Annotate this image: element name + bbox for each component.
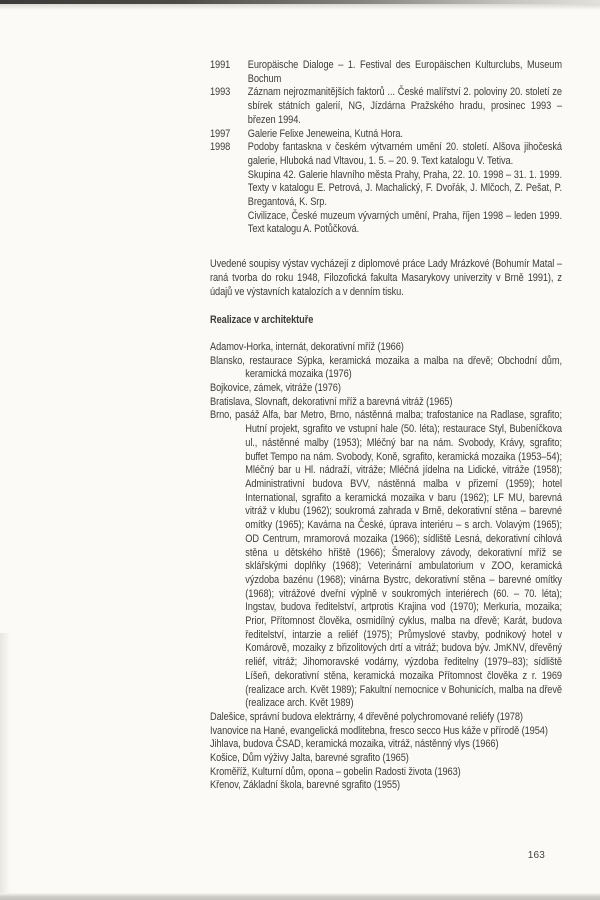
list-item: Ivanovice na Hané, evangelická modlitebna, fresco secco Hus káže v přírodě (1954) — [210, 724, 548, 737]
entry-paragraph: Skupina 42. Galerie hlavního města Prahy, Praha, 22. 10. 1998 – 31. 1. 1999. Texty v katalogu E. Petrová, J. Machalický, F. Dvořák, J. Mlčoch, Z. Pešat, P. Bregantová, K. Srp. — [247, 168, 562, 209]
list-item: Adamov-Horka, internát, dekorativní mříž (1966) — [210, 340, 404, 353]
list-item: Jihlava, budova ČSAD, keramická mozaika, vitráž, nástěnný vlys (1966) — [210, 738, 499, 751]
entry-text — [248, 86, 562, 127]
exhibition-entry-1998 — [210, 141, 562, 237]
exhibition-year-list — [210, 59, 562, 237]
scan-left-shadow — [0, 633, 10, 893]
exhibition-entry-1993 — [210, 86, 562, 127]
exhibition-entry-1991 — [210, 59, 562, 86]
architecture-list — [210, 341, 562, 793]
entry-year: 1993 — [210, 86, 231, 99]
list-item: Dalešice, správní budova elektrárny, 4 dřevěné polychromované reliéfy (1978) — [210, 710, 523, 723]
list-item: Bratislava, Slovnaft, dekorativní mříž a barevná vitráž (1965) — [210, 395, 453, 408]
list-item: Bojkovice, zámek, vitráže (1976) — [210, 382, 341, 395]
scan-top-edge-fade — [0, 4, 600, 10]
page-number: 163 — [527, 850, 545, 861]
list-item: Křenov, Základní škola, barevné sgrafito (1955) — [210, 779, 401, 792]
list-item: Brno, pasáž Alfa, bar Metro, Brno, nástěnná malba; trafostanice na Radlase, sgrafito; Hutní projekt, sgrafito ve vstupní hale (50. léta); restaurace Styl, Bubeníčkova ul., nástěnné malby (1953); Mléčný bar na nám. Svobody, Krávy, sgrafito; buffet Tempo na nám. Svobody, Koně, sgrafito, keramická mozaika (1953–54); Mléčný bar u Hl. nádraží, vitráže; Mléčná jídelna na Lidické, vitráže (1958); Administrativní budova BVV, nástěnná malba v přizemí (1959); hotel International, sgrafito a keramická mozaika v baru (1962); LF MU, barevná vitráž v klubu (1962); soukromá zahrada v Brně, dekorativní stěna – barevné omítky (1965); Kavárna na České, úprava interiéru – s arch. Volavým (1965); OD Centrum, mramorová mozaika (1966); sídliště Lesná, dekorativní cihlová stěna u dětského hřiště (1966); Šmeralovy závody, dekorativní mříž se sklářskými doplňky (1968); Veterinární ambulatorium v ZOO, keramická výzdoba bazénu (1968); vinárna Bystrc, dekorativní stěna – barevné omítky (1968); vitrážové dveřní výplně v soukromých interiérech (60. – 70. léta); Ingstav, budova ředitelství, artprotis Krajina vod (1970); Merkuria, mozaika; Prior, Přítomnost člověka, osmidílný cyklus, malba na dřevě; Karát, budova ředitelství, intarzie a reliéf (1975); Průmyslové stavby, podnikový hotel v Komárově, mozaiky z břizolitových drtí a vitráž; budova býv. JmKNV, dřevěný reliéf, vitráž; Jihomoravské vodárny, výzdoba ředitelny (1979–83); sídliště Líšeň, dekorativní stěna, keramická mozaika Přítomnost člověka z r. 1969 (realizace arch. Květ 1989); Fakultní nemocnice v Bohunicích, malba na dřevě (realizace arch. Květ 1989) — [210, 409, 562, 710]
entry-paragraph: Civilizace, České muzeum vývarných umění, Praha, říjen 1998 – leden 1999. Text katalogu A. Potůčková. — [247, 209, 562, 236]
entry-text — [248, 59, 562, 86]
entry-year: 1991 — [210, 59, 231, 71]
source-note-paragraph: Uvedené soupisy výstav vycházejí z diplomové práce Lady Mrázkové (Bohumír Matal – raná tvorba do roku 1948, Filozofická fakulta Masarykovy univerzity v Brně 1991), z údajů ve výstavních katalozích a v denním tisku. — [210, 258, 562, 298]
list-item: Košice, Dům výživy Jalta, barevné sgrafito (1965) — [210, 752, 409, 765]
entry-year: 1997 — [210, 127, 231, 140]
entry-paragraph: Podoby fantaskna v českém výtvarném umění 20. století. Alšova jihočeská galerie, Hluboká nad Vltavou, 1. 5. – 20. 9. Text katalogu V. Tetiva. — [247, 141, 562, 167]
scan-bottom-edge — [0, 893, 600, 900]
entry-year: 1998 — [210, 141, 231, 154]
list-item: Kroměříž, Kulturní dům, opona – gobelin Radosti života (1963) — [210, 765, 461, 778]
entry-text — [248, 128, 562, 142]
entry-paragraph: Galerie Felixe Jeneweina, Kutná Hora. — [247, 127, 403, 140]
list-item: Blansko, restaurace Sýpka, keramická mozaika a malba na dřevě; Obchodní dům, keramická mozaika (1976) — [210, 354, 562, 381]
entry-paragraph: Europäische Dialoge – 1. Festival des Europäischen Kulturclubs, Museum Bochum — [247, 59, 562, 85]
entry-text — [248, 141, 562, 237]
exhibition-entry-1997 — [210, 128, 562, 142]
section-heading: Realizace v architektuře — [210, 314, 314, 327]
page-content — [210, 59, 562, 793]
entry-paragraph: Záznam nejrozmanitějších faktorů ... České malířství 2. poloviny 20. století ze sbírek státních galerií, NG, Jízdárna Pražského hradu, prosinec 1993 – březen 1994. — [247, 86, 562, 126]
